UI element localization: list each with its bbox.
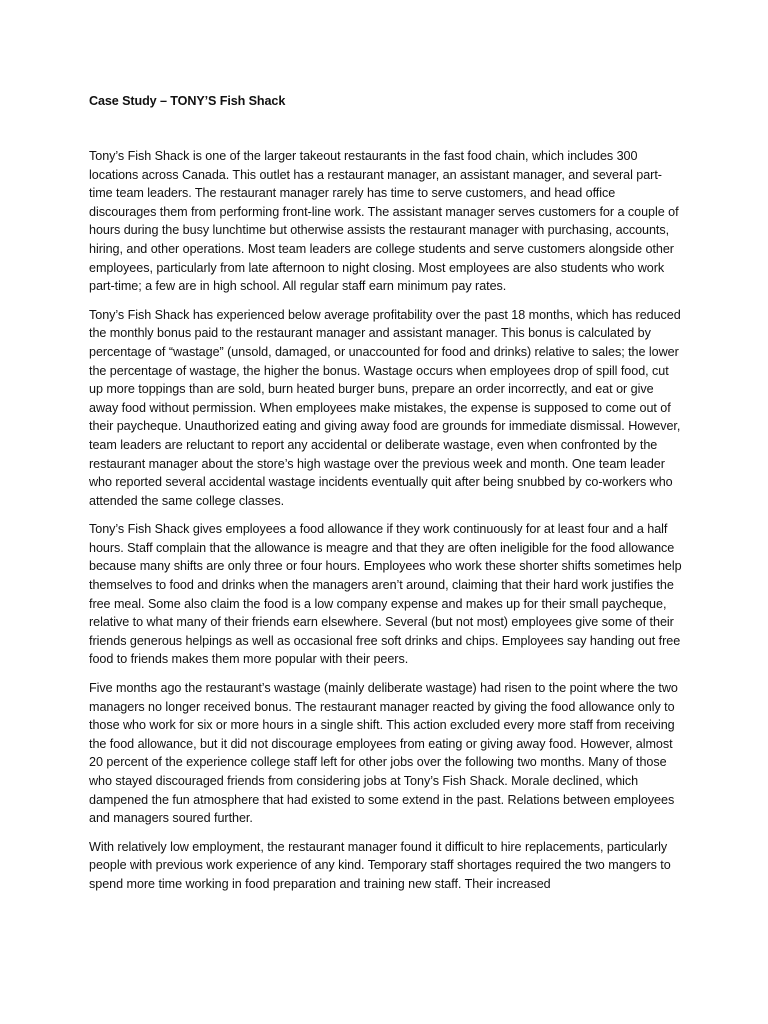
paragraph-1: Tony’s Fish Shack is one of the larger takeout restaurants in the fast food chain, which includes 300 locations across Canada. This outlet has a restaurant manager, an assistant manager, and several part-time team leaders. The restaurant manager rarely has time to serve customers, and head office discourages them from performing front-line work. The assistant manager serves customers for a couple of hours during the busy lunchtime but otherwise assists the restaurant manager with purchasing, accounts, hiring, and other operations. Most team leaders are college students and serve customers alongside other employees, particularly from late afternoon to night closing. Most employees are also students who work part-time; a few are in high school. All regular staff earn minimum pay rates. xyxy=(89,149,679,294)
paragraph-4: Five months ago the restaurant’s wastage (mainly deliberate wastage) had risen to the point where the two managers no longer received bonus. The restaurant manager reacted by giving the food allowance only to those who work for six or more hours in a single shift. This action excluded every more staff from receiving the food allowance, but it did not discourage employees from eating or giving away food. However, almost 20 percent of the experience college staff left for other jobs over the following two months. Many of those who stayed discouraged friends from considering jobs at Tony’s Fish Shack. Morale declined, which dampened the fun atmosphere that had existed to some extend in the past. Relations between employees and managers soured further. xyxy=(89,681,678,826)
document-title: Case Study – TONY’S Fish Shack xyxy=(89,94,286,108)
paragraph-3: Tony’s Fish Shack gives employees a food allowance if they work continuously for at least four and a half hours. Staff complain that the allowance is meagre and that they are often ineligible for the food allowance because many shifts are only three or four hours. Employees who work these shorter shifts sometimes help themselves to food and drinks when the managers aren’t around, claiming that their hard work justifies the free meal. Some also claim the food is a low company expense and makes up for their small paycheque, relative to what many of their friends earn elsewhere. Several (but not most) employees give some of their friends generous helpings as well as occasional free soft drinks and chips. Employees say handing out free food to friends makes them more popular with their peers. xyxy=(89,522,682,667)
document-page xyxy=(89,92,683,904)
paragraph-5: With relatively low employment, the restaurant manager found it difficult to hire replacements, particularly people with previous work experience of any kind. Temporary staff shortages required the two mangers to spend more time working in food preparation and training new staff. Their increased xyxy=(89,839,671,891)
paragraph-2: Tony’s Fish Shack has experienced below average profitability over the past 18 months, which has reduced the monthly bonus paid to the restaurant manager and assistant manager. This bonus is calculated by percentage of “wastage” (unsold, damaged, or unaccounted for food and drinks) relative to sales; the lower the percentage of wastage, the higher the bonus. Wastage occurs when employees drop of spill food, cut up more toppings than are sold, burn heated burger buns, prepare an order incorrectly, and eat or give away food without permission. When employees make mistakes, the expense is supposed to come out of their paycheque. Unauthorized eating and giving away food are grounds for immediate dismissal. However, team leaders are reluctant to report any accidental or deliberate wastage, even when confronted by the restaurant manager about the store’s high wastage over the previous week and month. One team leader who reported several accidental wastage incidents eventually quit after being snubbed by co-workers who attended the same college classes. xyxy=(89,307,681,508)
